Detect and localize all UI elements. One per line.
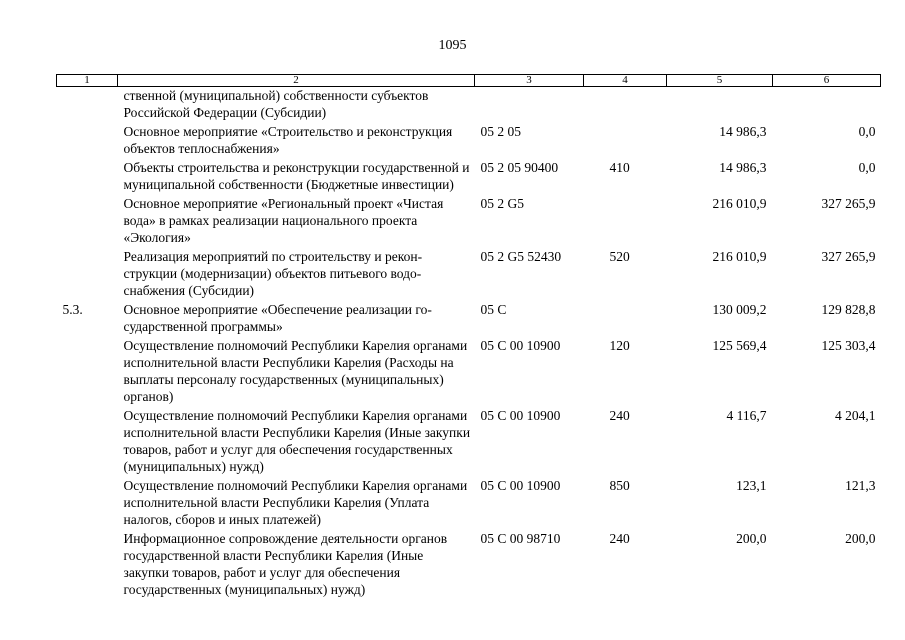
amount-column-5: 130 009,2 xyxy=(712,302,767,317)
column-header: 3 xyxy=(475,75,584,87)
target-article-code: 05 2 05 xyxy=(480,124,521,139)
table-row xyxy=(57,248,881,301)
expense-type-code: 120 xyxy=(609,338,630,353)
amount-column-5: 200,0 xyxy=(736,531,767,546)
amount-column-6: 327 265,9 xyxy=(821,249,876,264)
target-article-code: 05 С xyxy=(480,302,507,317)
target-article-code: 05 С 00 10900 xyxy=(480,478,561,493)
column-header: 2 xyxy=(118,75,475,87)
expense-type-code xyxy=(584,87,667,124)
table-row xyxy=(57,407,881,477)
table-body xyxy=(57,87,881,601)
expense-name: ственной (муниципальной) собственности субъектов Российской Федерации (Субсидии) xyxy=(123,88,429,120)
amount-column-5: 216 010,9 xyxy=(712,249,767,264)
table-row xyxy=(57,195,881,248)
expense-type-code xyxy=(584,195,667,248)
table-row xyxy=(57,159,881,195)
page-number: 1095 xyxy=(438,38,467,53)
amount-column-6: 200,0 xyxy=(845,531,876,546)
row-number xyxy=(57,407,118,477)
target-article-code: 05 С 00 98710 xyxy=(480,531,561,546)
expense-type-code xyxy=(584,123,667,159)
amount-column-5: 4 116,7 xyxy=(726,408,767,423)
column-header: 1 xyxy=(57,75,118,87)
amount-column-5: 14 986,3 xyxy=(719,160,767,175)
target-article-code: 05 С 00 10900 xyxy=(480,338,561,353)
column-header: 5 xyxy=(667,75,773,87)
row-number xyxy=(57,337,118,407)
table-row xyxy=(57,337,881,407)
expense-type-code: 410 xyxy=(609,160,630,175)
amount-column-5: 14 986,3 xyxy=(719,124,767,139)
row-number xyxy=(57,248,118,301)
target-article-code xyxy=(475,87,584,124)
expense-name: Осуществление полномочий Республики Карелия органами исполнительной власти Республики Карелия (Расходы на выплаты персоналу государственных (муниципальных) органов) xyxy=(123,338,468,404)
expense-type-code xyxy=(584,301,667,337)
column-number-row xyxy=(57,75,881,87)
table-row xyxy=(57,301,881,337)
amount-column-5 xyxy=(667,87,773,124)
expense-name: Основное мероприятие «Обеспечение реализации государственной программы» xyxy=(123,302,432,334)
amount-column-6: 4 204,1 xyxy=(835,408,876,423)
expense-type-code: 240 xyxy=(609,408,630,423)
target-article-code: 05 2 G5 xyxy=(480,196,524,211)
amount-column-6: 327 265,9 xyxy=(821,196,876,211)
table-row xyxy=(57,530,881,600)
budget-table xyxy=(56,74,881,600)
amount-column-6 xyxy=(773,87,881,124)
expense-name: Реализация мероприятий по строительству и реконструкции (модернизации) объектов питьевого водоснабжения (Субсидии) xyxy=(123,249,423,298)
target-article-code: 05 2 05 90400 xyxy=(480,160,559,175)
row-number xyxy=(57,530,118,600)
row-number xyxy=(57,87,118,124)
expense-name: Информационное сопровождение деятельности органов государственной власти Республики Карелия (Иные закупки товаров, работ и услуг для обеспечения государственных (муниципальных) нужд) xyxy=(123,531,448,597)
table-row xyxy=(57,87,881,124)
expense-type-code: 520 xyxy=(609,249,630,264)
expense-name: Основное мероприятие «Строительство и реконструкция объектов теплоснабжения» xyxy=(123,124,453,156)
amount-column-6: 125 303,4 xyxy=(821,338,876,353)
row-number xyxy=(57,159,118,195)
amount-column-6: 0,0 xyxy=(858,124,876,139)
expense-name: Осуществление полномочий Республики Карелия органами исполнительной власти Республики Карелия (Иные закупки товаров, работ и услуг для обеспечения государственных (муниципальных) нужд) xyxy=(123,408,471,474)
amount-column-6: 121,3 xyxy=(845,478,876,493)
amount-column-5: 123,1 xyxy=(736,478,767,493)
row-number: 5.3. xyxy=(62,302,83,317)
target-article-code: 05 С 00 10900 xyxy=(480,408,561,423)
table-row xyxy=(57,123,881,159)
row-number xyxy=(57,123,118,159)
target-article-code: 05 2 G5 52430 xyxy=(480,249,562,264)
amount-column-5: 125 569,4 xyxy=(712,338,767,353)
row-number xyxy=(57,477,118,530)
expense-name: Осуществление полномочий Республики Карелия органами исполнительной власти Республики Карелия (Уплата налогов, сборов и иных платежей) xyxy=(123,478,468,527)
table-row xyxy=(57,477,881,530)
row-number xyxy=(57,195,118,248)
expense-name: Основное мероприятие «Региональный проект «Чистая вода» в рамках реализации национального проекта «Экология» xyxy=(123,196,444,245)
expense-type-code: 850 xyxy=(609,478,630,493)
amount-column-6: 129 828,8 xyxy=(821,302,876,317)
column-header: 6 xyxy=(773,75,881,87)
expense-name: Объекты строительства и реконструкции государственной и муниципальной собственности (Бюджетные инвестиции) xyxy=(123,160,470,192)
expense-type-code: 240 xyxy=(609,531,630,546)
amount-column-6: 0,0 xyxy=(858,160,876,175)
column-header: 4 xyxy=(584,75,667,87)
amount-column-5: 216 010,9 xyxy=(712,196,767,211)
